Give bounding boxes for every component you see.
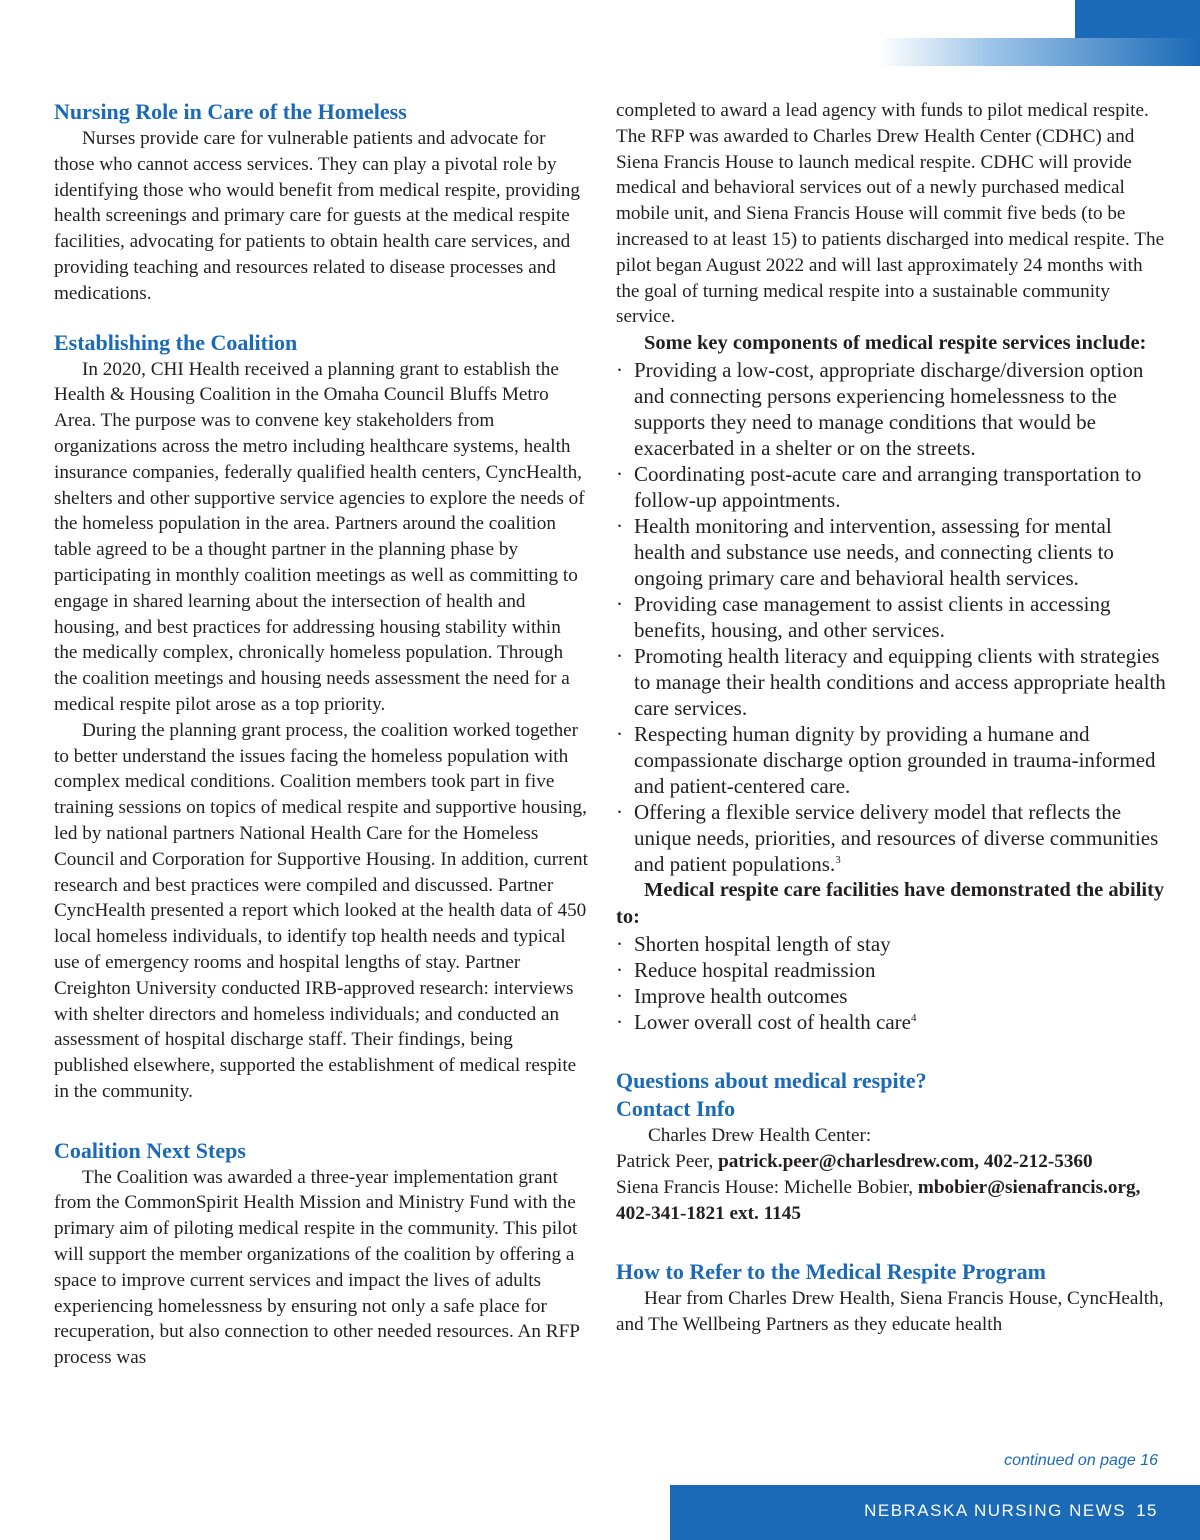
- contact-line: [616, 1175, 1166, 1227]
- contact-email-link[interactable]: mbobier@sienafrancis.org: [917, 1176, 1136, 1198]
- paragraph: The Coalition was awarded a three-year implementation grant from the CommonSpirit Health Mission and Ministry Fund with the primary aim of piloting medical respite in the community. This pilot will support the member organizations of the coalition by offering a space to improve current services and impact the lives of adults experiencing homelessness by ensuring not only a safe place for recuperation, but also connection to other needed resources. An RFP process was: [54, 1166, 580, 1369]
- citation-ref: 4: [910, 1012, 917, 1025]
- components-lead: Some key components of medical respite services include:: [644, 332, 1147, 355]
- contact-org: Charles Drew Health Center:: [648, 1125, 872, 1147]
- list-item: · Health monitoring and intervention, assessing for mental health and substance use needs, and connecting clients to ongoing primary care and behavioral health services.: [616, 513, 1166, 591]
- list-item: · Providing case management to assist clients in accessing benefits, housing, and other services.: [616, 591, 1166, 643]
- header-gradient-bar: [880, 38, 1200, 66]
- page-number: 15: [1136, 1501, 1158, 1520]
- list-item-text: Offering a flexible service delivery model that reflects the unique needs, priorities, and resources of diverse communities and patient populations.: [634, 800, 1159, 877]
- continued-note: continued on page 16: [1004, 1452, 1158, 1469]
- list-item: · Coordinating post-acute care and arranging transportation to follow-up appointments.: [616, 461, 1166, 513]
- citation-ref: 3: [835, 854, 841, 867]
- section-title-coalition-next-steps: Coalition Next Steps: [54, 1137, 246, 1163]
- contact-line: [616, 1149, 1166, 1175]
- footer-bar: [670, 1485, 1200, 1540]
- abilities-lead: Medical respite care facilities have demonstrated the ability to:: [616, 879, 1165, 929]
- paragraph: In 2020, CHI Health received a planning grant to establish the Health & Housing Coalition in the Omaha Council Bluffs Metro Area. The purpose was to convene key stakeholders from organizations across the metro including healthcare systems, health insurance companies, federally qualified health centers, CyncHealth, shelters and other supportive service agencies to explore the needs of the homeless population in the area. Partners around the coalition table agreed to be a thought partner in the planning phase by participating in monthly coalition meetings as well as committing to engage in shared learning about the intersection of health and housing, and best practices for addressing housing stability within the medically complex, chronically homeless population. Through the coalition meetings and housing needs assessment the need for a medical respite pilot arose as a top priority.: [54, 358, 585, 715]
- components-list: [616, 357, 1166, 877]
- contact-org-name: Siena Francis House: Michelle Bobier,: [616, 1176, 918, 1198]
- contact-name: Patrick Peer,: [616, 1150, 719, 1172]
- list-item-text: Lower overall cost of health care: [634, 1010, 911, 1035]
- section-title-how-to-refer: How to Refer to the Medical Respite Program: [616, 1259, 1046, 1285]
- list-item: · Reduce hospital readmission: [616, 957, 1166, 983]
- list-item: · Respecting human dignity by providing a humane and compassionate discharge option grounded in trauma-informed and patient-centered care.: [616, 721, 1166, 799]
- paragraph: During the planning grant process, the coalition worked together to better understand the issues facing the homeless population with complex medical conditions. Coalition members took part in five training sessions on topics of medical respite and supportive housing, led by national partners National Health Care for the Homeless Council and Corporation for Supportive Housing. In addition, current research and best practices were compiled and discussed. Partner CyncHealth presented a report which looked at the health data of 450 local homeless individuals, to identify top health needs and typical use of emergency rooms and hospital lengths of stay. Partner Creighton University conducted IRB-approved research: interviews with shelter directors and homeless individuals; and conducted an assessment of hospital discharge staff. Their findings, being published elsewhere, supported the establishment of medical respite in the community.: [54, 719, 588, 1102]
- list-item: · Improve health outcomes: [616, 983, 1166, 1009]
- publication-name: NEBRASKA NURSING NEWS: [864, 1501, 1127, 1520]
- list-item: · Providing a low-cost, appropriate discharge/diversion option and connecting persons experiencing homelessness to the supports they need to manage conditions that would be exacerbated in a shelter or on the streets.: [616, 357, 1166, 461]
- list-item: [616, 1009, 1166, 1035]
- right-column: [616, 98, 1166, 1338]
- paragraph: completed to award a lead agency with funds to pilot medical respite. The RFP was awarded to Charles Drew Health Center (CDHC) and Siena Francis House to launch medical respite. CDHC will provide medical and behavioral services out of a newly purchased medical mobile unit, and Siena Francis House will commit five beds (to be increased to at least 15) to patients discharged into medical respite. The pilot began August 2022 and will last approximately 24 months with the goal of turning medical respite into a sustainable community service.: [616, 100, 1165, 328]
- section-title-questions: Questions about medical respite?: [616, 1068, 927, 1094]
- section-title-nursing-role: Nursing Role in Care of the Homeless: [54, 99, 407, 124]
- contact-phone: , 402-341-1821 ext. 1145: [616, 1176, 1141, 1224]
- list-item: [616, 799, 1166, 877]
- contact-email-link[interactable]: patrick.peer@charlesdrew.com: [718, 1150, 975, 1172]
- paragraph: Hear from Charles Drew Health, Siena Francis House, CyncHealth, and The Wellbeing Partners as they educate health: [616, 1288, 1164, 1336]
- list-item: · Promoting health literacy and equipping clients with strategies to manage their health conditions and access appropriate health care services.: [616, 643, 1166, 721]
- left-column: [54, 98, 589, 1371]
- footer-text: [864, 1501, 1158, 1521]
- section-title-establishing-coalition: Establishing the Coalition: [54, 329, 298, 355]
- list-item: · Shorten hospital length of stay: [616, 931, 1166, 957]
- paragraph: Nurses provide care for vulnerable patients and advocate for those who cannot access services. They can play a pivotal role by identifying those who would benefit from medical respite, providing health screenings and primary care for guests at the medical respite facilities, advocating for patients to obtain health care services, and providing teaching and resources related to disease processes and medications.: [54, 128, 580, 304]
- contact-phone: , 402-212-5360: [974, 1150, 1093, 1172]
- header-color-block: [1075, 0, 1200, 38]
- section-title-contact-info: Contact Info: [616, 1096, 736, 1122]
- abilities-list: [616, 931, 1166, 1035]
